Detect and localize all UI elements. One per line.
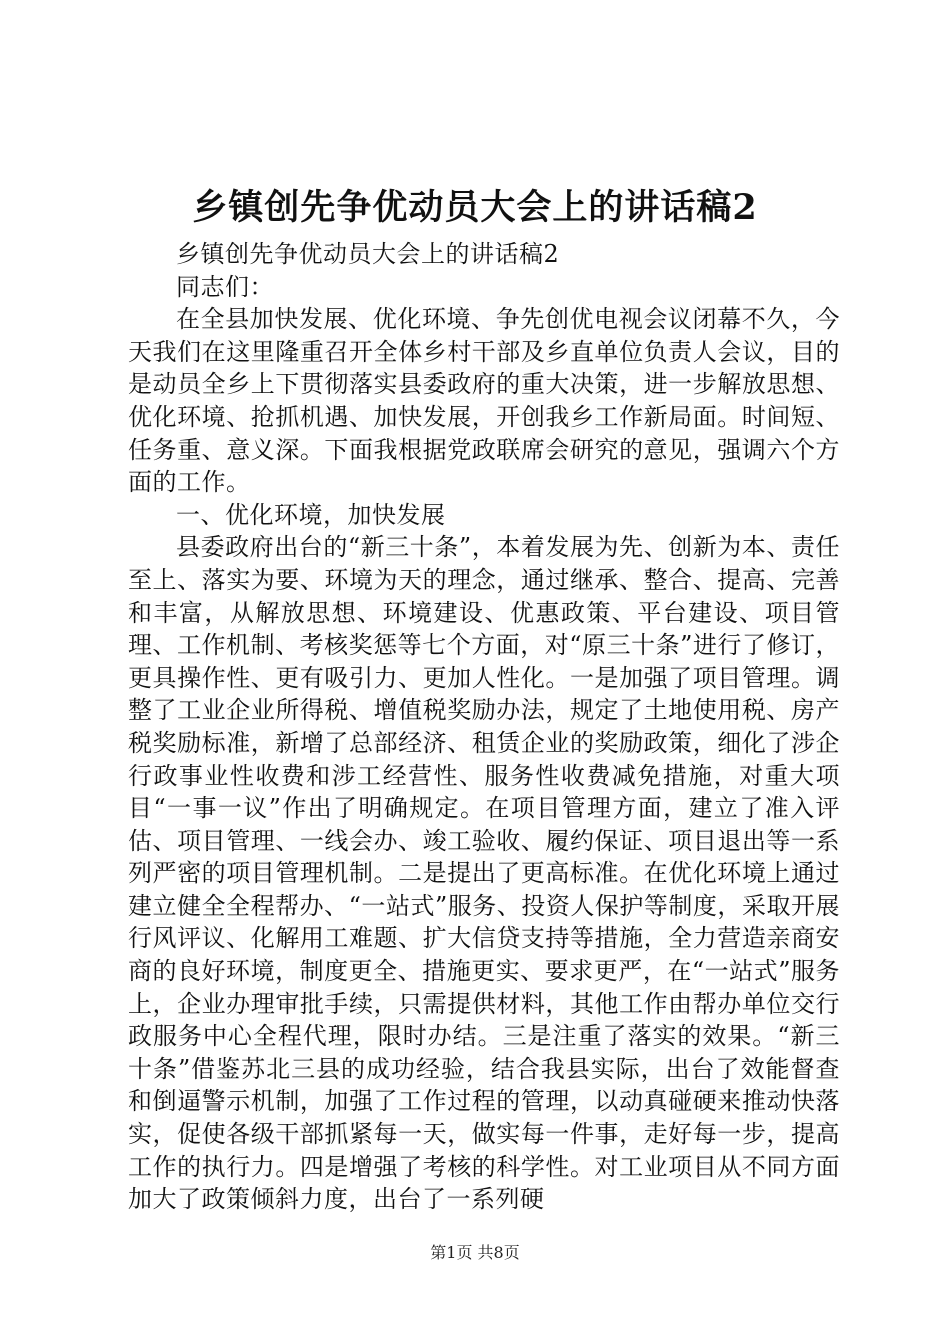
paragraph-subtitle: 乡镇创先争优动员大会上的讲话稿2 xyxy=(176,240,560,268)
document-title: 乡镇创先争优动员大会上的讲话稿2 xyxy=(192,187,758,228)
page-number-footer: 第1页 共8页 xyxy=(430,1243,520,1262)
paragraph-body: 县委政府出台的“新三十条”，本着发展为先、创新为本、责任至上、落实为要、环境为天的理念，通过继承、整合、提高、完善和丰富，从解放思想、环境建设、优惠政策、平台建设、项目管理、工作机制、考核奖惩等七个方面，对“原三十条”进行了修订，更具操作性、更有吸引力、更加人性化。一是加强了项目管理。调整了工业企业所得税、增值税奖励办法，规定了土地使用税、房产税奖励标准，新增了总部经济、租赁企业的奖励政策，细化了涉企行政事业性收费和涉工经营性、服务性收费减免措施，对重大项目“一事一议”作出了明确规定。在项目管理方面，建立了准入评估、项目管理、一线会办、竣工验收、履约保证、项目退出等一系列严密的项目管理机制。二是提出了更高标准。在优化环境上通过建立健全全程帮办、“一站式”服务、投资人保护等制度，采取开展行风评议、化解用工难题、扩大信贷支持等措施，全力营造亲商安商的良好环境，制度更全、措施更实、要求更严，在“一站式”服务上，企业办理审批手续，只需提供材料，其他工作由帮办单位交行政服务中心全程代理，限时办结。三是注重了落实的效果。“新三十条”借鉴苏北三县的成功经验，结合我县实际，出台了效能督查和倒逼警示机制，加强了工作过程的管理，以动真碰硬来推动快落实，促使各级干部抓紧每一天，做实每一件事，走好每一步，提高工作的执行力。四是增强了考核的科学性。对工业项目从不同方面加大了政策倾斜力度，出台了一系列硬 xyxy=(128,533,840,1214)
paragraph-intro: 在全县加快发展、优化环境、争先创优电视会议闭幕不久，今天我们在这里隆重召开全体乡村干部及乡直单位负责人会议，目的是动员全乡上下贯彻落实县委政府的重大决策，进一步解放思想、优化环境、抢抓机遇、加快发展，开创我乡工作新局面。时间短、任务重、意义深。下面我根据党政联席会研究的意见，强调六个方面的工作。 xyxy=(128,305,840,497)
document-body xyxy=(128,238,840,1216)
paragraph-salutation: 同志们： xyxy=(176,272,274,301)
section-heading: 一、优化环境，加快发展 xyxy=(176,500,446,529)
